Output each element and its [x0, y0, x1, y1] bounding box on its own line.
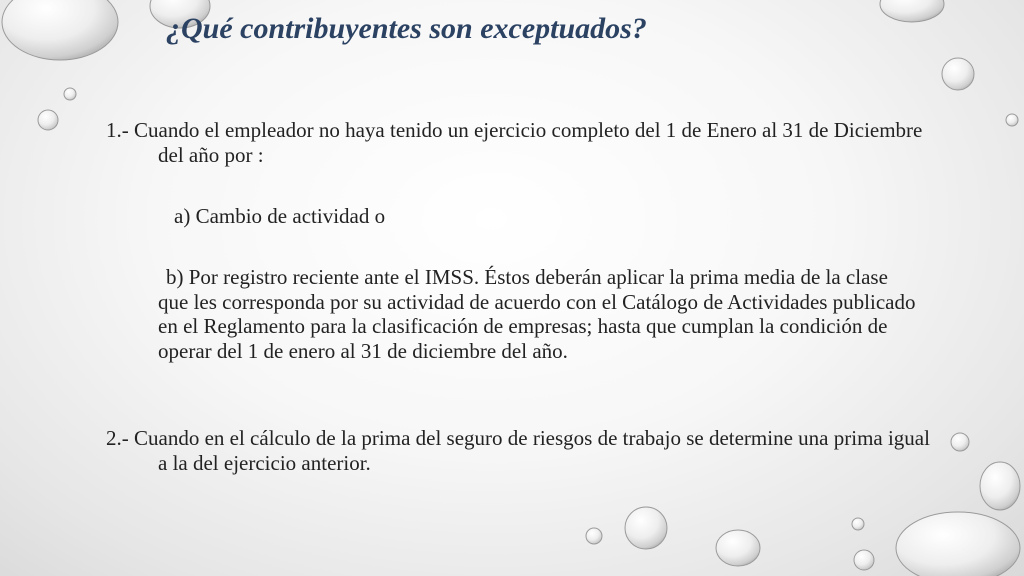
water-drop [625, 507, 667, 549]
subitem-b-text: b) Por registro reciente ante el IMSS. Éstos deberán aplicar la prima media de la clase que les corresponda por su actividad de acuerdo con el Catálogo de Actividades publicado en el Reglamento para la clasificación de empresas; hasta que cumplan la condición de operar del 1 de enero al 31 de diciembre del año. [158, 265, 916, 363]
water-drop [2, 0, 118, 60]
water-drop [1006, 114, 1018, 126]
paragraph-item-2: 2.- Cuando en el cálculo de la prima del seguro de riesgos de trabajo se determine una prima igual a la del ejercicio anterior. [106, 426, 930, 475]
paragraph-subitem-b [106, 265, 918, 363]
paragraph-subitem-a [106, 204, 906, 229]
paragraph-item-1: 1.- Cuando el empleador no haya tenido un ejercicio completo del 1 de Enero al 31 de Diciembre del año por : [106, 118, 923, 167]
water-drop [586, 528, 602, 544]
water-drop [942, 58, 974, 90]
water-drop [951, 433, 969, 451]
water-drop [854, 550, 874, 570]
water-drop [38, 110, 58, 130]
water-drop [852, 518, 864, 530]
water-drop [980, 462, 1020, 510]
water-drop [880, 0, 944, 22]
water-drop [64, 88, 76, 100]
water-drop [716, 530, 760, 566]
slide-title: ¿Qué contribuyentes son exceptuados? [166, 12, 647, 45]
water-drop [896, 512, 1020, 576]
subitem-a-text: a) Cambio de actividad o [174, 204, 386, 228]
